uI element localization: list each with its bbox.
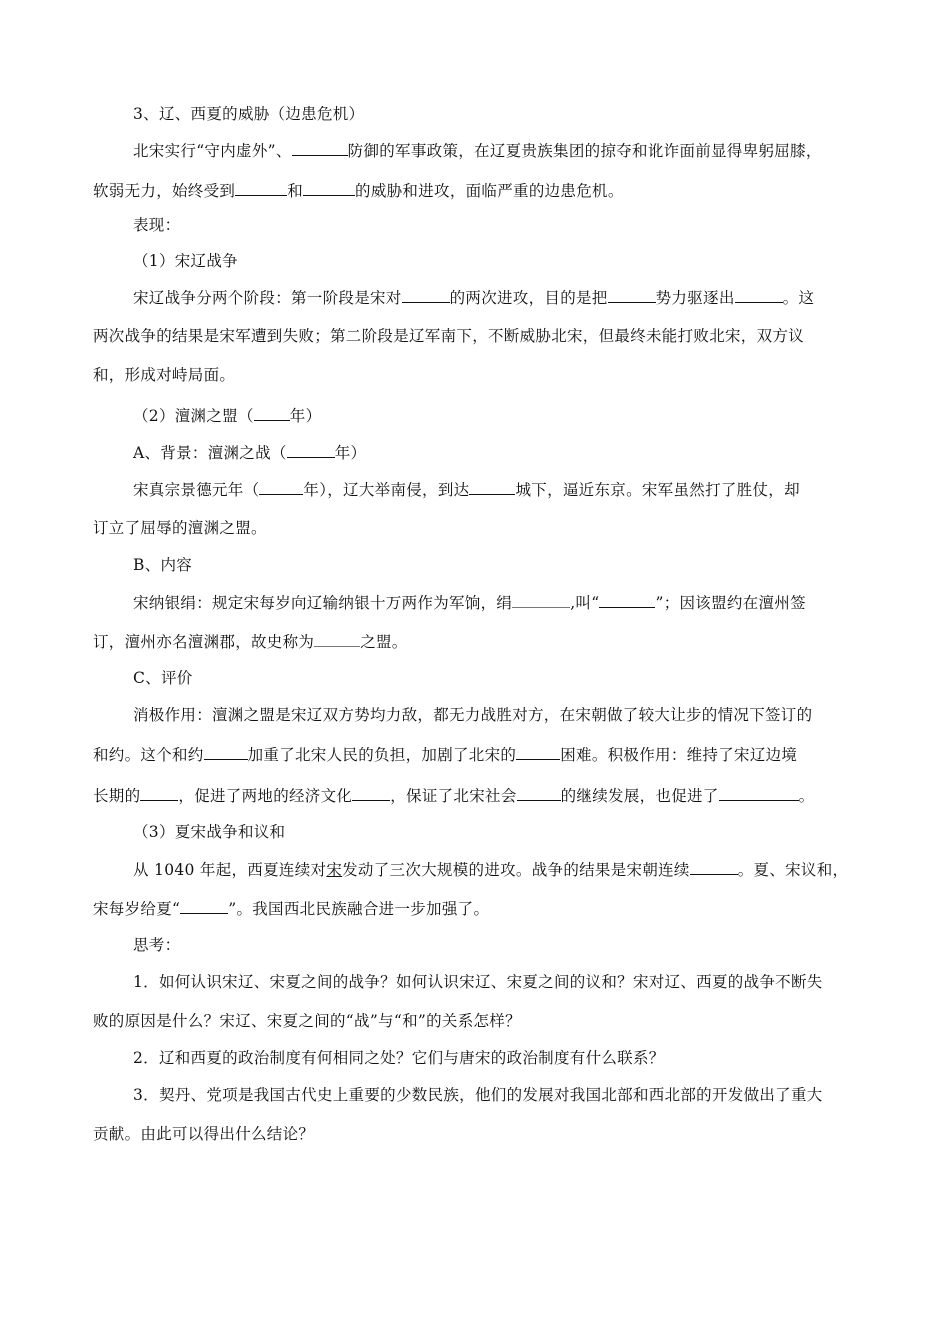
paragraph-line: 北宋实行“守内虚外”、 防御的军事政策，在辽夏贵族集团的掠夺和讹诈面前显得卑躬屈膝，: [133, 142, 822, 160]
paragraph-line: 长期的 ，促进了两地的经济文化 ，保证了北宋社会 的继续发展，也促进了 。: [93, 787, 815, 805]
question-line: 1．如何认识宋辽、宋夏之间的战争？如何认识宋辽、宋夏之间的议和？宋对辽、西夏的战争不断失: [133, 973, 823, 991]
fill-blank[interactable]: [516, 744, 560, 760]
fill-blank[interactable]: [517, 785, 561, 801]
subsection-heading: （2）澶渊之盟（ 年）: [133, 407, 322, 425]
paragraph-line: 订，澶州亦名澶渊郡，故史称为 之盟。: [93, 633, 408, 651]
fill-blank[interactable]: [140, 785, 178, 801]
question-line: 2．辽和西夏的政治制度有何相同之处？它们与唐宋的政治制度有什么联系？: [133, 1049, 665, 1067]
fill-blank[interactable]: [690, 859, 738, 875]
fill-blank[interactable]: [599, 592, 655, 608]
section-heading: 思考：: [133, 936, 181, 954]
fill-blank[interactable]: [204, 744, 248, 760]
fill-blank[interactable]: [352, 785, 390, 801]
subsection-heading: （3）夏宋战争和议和: [133, 823, 286, 841]
paragraph-line: 宋辽战争分两个阶段：第一阶段是宋对 的两次进攻，目的是把 势力驱逐出 。这: [133, 289, 815, 307]
fill-blank[interactable]: [235, 180, 287, 196]
point-heading: C、评价: [133, 669, 193, 687]
paragraph-line: 消极作用：澶渊之盟是宋辽双方势均力敌，都无力战胜对方，在宋朝做了较大让步的情况下签订的: [133, 706, 813, 724]
paragraph-line: 订立了屈辱的澶渊之盟。: [93, 519, 267, 537]
fill-blank[interactable]: [303, 180, 355, 196]
paragraph-line: 两次战争的结果是宋军遭到失败；第二阶段是辽军南下，不断威胁北宋，但最终未能打败北宋，双方议: [93, 327, 805, 345]
fill-blank[interactable]: [735, 287, 783, 303]
fill-blank[interactable]: [719, 785, 799, 801]
question-line: 败的原因是什么？宋辽、宋夏之间的“战”与“和”的关系怎样？: [93, 1012, 521, 1030]
fill-blank[interactable]: [254, 405, 290, 421]
fill-blank[interactable]: [314, 631, 360, 647]
paragraph-line: 宋真宗景德元年（ 年），辽大举南侵，到达 城下，逼近东京。宋军虽然打了胜仗，却: [133, 481, 800, 499]
paragraph-line: 从 1040 年起，西夏连续对宋发动了三次大规模的进攻。战争的结果是宋朝连续 。夏、宋议和，: [133, 861, 849, 879]
paragraph-line: 宋每岁给夏“ ”。我国西北民族融合进一步加强了。: [93, 900, 490, 918]
point-heading: B、内容: [133, 556, 193, 574]
paragraph-line: 宋纳银绢：规定宋每岁向辽输纳银十万两作为军饷，绢 ,叫“ ”；因该盟约在澶州签: [133, 594, 806, 612]
subsection-heading: （1）宋辽战争: [133, 252, 238, 270]
question-line: 3．契丹、党项是我国古代史上重要的少数民族，他们的发展对我国北部和西北部的开发做出了重大: [133, 1086, 823, 1104]
fill-blank[interactable]: [259, 479, 303, 495]
section-heading: 3、辽、西夏的威胁（边患危机）: [133, 105, 365, 123]
paragraph-line: 软弱无力，始终受到 和 的威胁和进攻，面临严重的边患危机。: [93, 182, 624, 200]
fill-blank[interactable]: [608, 287, 656, 303]
fill-blank[interactable]: [512, 592, 570, 608]
fill-blank[interactable]: [180, 898, 228, 914]
label-text: 表现：: [133, 216, 181, 234]
fill-blank[interactable]: [287, 442, 335, 458]
paragraph-line: 和，形成对峙局面。: [93, 366, 236, 384]
fill-blank[interactable]: [292, 140, 348, 156]
fill-blank[interactable]: [402, 287, 450, 303]
paragraph-line: 和约。这个和约 加重了北宋人民的负担，加剧了北宋的 困难。积极作用：维持了宋辽边境: [93, 746, 798, 764]
point-heading: A、背景：澶渊之战（ 年）: [133, 444, 367, 462]
fill-blank[interactable]: [469, 479, 515, 495]
question-line: 贡献。由此可以得出什么结论？: [93, 1125, 315, 1143]
